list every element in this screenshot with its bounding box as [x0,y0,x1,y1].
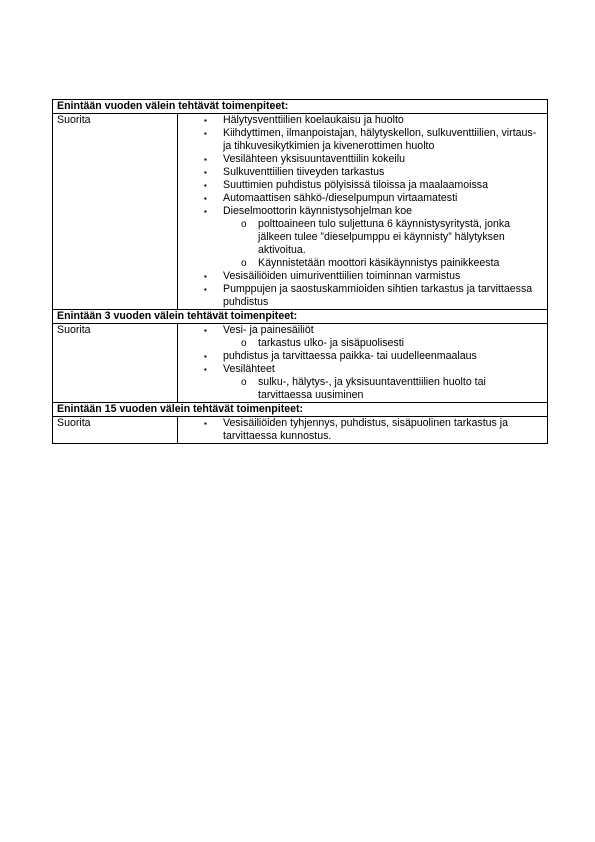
task-text: Vesisäiliöiden uimuriventtiilien toiminnan varmistus [223,270,461,282]
subtask-item [223,218,541,257]
square-bullet-icon: ▪ [204,207,207,216]
task-item [182,324,547,350]
task-item [182,270,547,283]
section-header: Enintään 3 vuoden välein tehtävät toimenpiteet: [53,310,548,324]
task-item [182,127,547,153]
circle-bullet-icon: o [241,219,247,230]
action-label: Suorita [53,417,178,444]
square-bullet-icon: ▪ [204,129,207,138]
task-list-cell [178,324,548,403]
section-header: Enintään 15 vuoden välein tehtävät toimenpiteet: [53,403,548,417]
task-text: Vesisäiliöiden tyhjennys, puhdistus, sisäpuolinen tarkastus ja tarvittaessa kunnostus. [223,417,509,442]
square-bullet-icon: ▪ [204,181,207,190]
circle-bullet-icon: o [241,258,247,269]
subtask-item [223,376,541,402]
task-item [182,363,547,402]
subtask-list [223,337,541,350]
square-bullet-icon: ▪ [204,116,207,125]
task-text: Vesilähteen yksisuuntaventtiilin kokeilu [223,153,405,165]
task-text: Dieselmoottorin käynnistysohjelman koe [223,205,413,217]
task-item [182,153,547,166]
subtask-text: tarkastus ulko- ja sisäpuolisesti [258,337,405,349]
task-text: Vesi- ja painesäiliöt [223,324,314,336]
task-item [182,179,547,192]
action-label: Suorita [53,114,178,310]
task-list [182,114,547,309]
square-bullet-icon: ▪ [204,419,207,428]
subtask-list [223,376,541,402]
maintenance-table [52,99,548,444]
task-list [182,417,547,443]
task-list-cell [178,417,548,444]
square-bullet-icon: ▪ [204,194,207,203]
task-item [182,417,547,443]
circle-bullet-icon: o [241,338,247,349]
task-text: Kiihdyttimen, ilmanpoistajan, hälytyskellon, sulkuventtiilien, virtaus- ja tihkuvesikytkimien ja kivenerottimen huolto [223,127,537,152]
task-list [182,324,547,402]
square-bullet-icon: ▪ [204,272,207,281]
task-text: puhdistus ja tarvittaessa paikka- tai uudelleenmaalaus [223,350,477,362]
subtask-list [223,218,541,270]
section-body-row [53,114,548,310]
section-body-row [53,417,548,444]
subtask-text: Käynnistetään moottori käsikäynnistys painikkeesta [258,257,500,269]
section-header-row [53,310,548,324]
task-item [182,114,547,127]
task-text: Vesilähteet [223,363,275,375]
square-bullet-icon: ▪ [204,168,207,177]
task-item [182,350,547,363]
square-bullet-icon: ▪ [204,365,207,374]
task-text: Pumppujen ja saostuskammioiden sihtien tarkastus ja tarvittaessa puhdistus [223,283,533,308]
subtask-item [223,257,541,270]
square-bullet-icon: ▪ [204,155,207,164]
square-bullet-icon: ▪ [204,285,207,294]
section-header-row [53,403,548,417]
subtask-item [223,337,541,350]
task-item [182,192,547,205]
square-bullet-icon: ▪ [204,352,207,361]
task-item [182,166,547,179]
task-item [182,283,547,309]
task-text: Sulkuventtiilien tiiveyden tarkastus [223,166,385,178]
circle-bullet-icon: o [241,377,247,388]
section-header-row [53,100,548,114]
task-item [182,205,547,270]
action-label: Suorita [53,324,178,403]
task-list-cell [178,114,548,310]
subtask-text: sulku-, hälytys-, ja yksisuuntaventtiilien huolto tai tarvittaessa uusiminen [258,376,486,401]
task-text: Automaattisen sähkö-/dieselpumpun virtaamatesti [223,192,458,204]
section-body-row [53,324,548,403]
subtask-text: polttoaineen tulo suljettuna 6 käynnistysyritystä, jonka jälkeen tulee ”dieselpumppu ei käynnisty” hälytyksen aktivoitua. [258,218,511,256]
square-bullet-icon: ▪ [204,326,207,335]
task-text: Hälytysventtiilien koelaukaisu ja huolto [223,114,404,126]
section-header: Enintään vuoden välein tehtävät toimenpiteet: [53,100,548,114]
maintenance-table-body [53,100,548,444]
task-text: Suuttimien puhdistus pölyisissä tiloissa ja maalaamoissa [223,179,488,191]
